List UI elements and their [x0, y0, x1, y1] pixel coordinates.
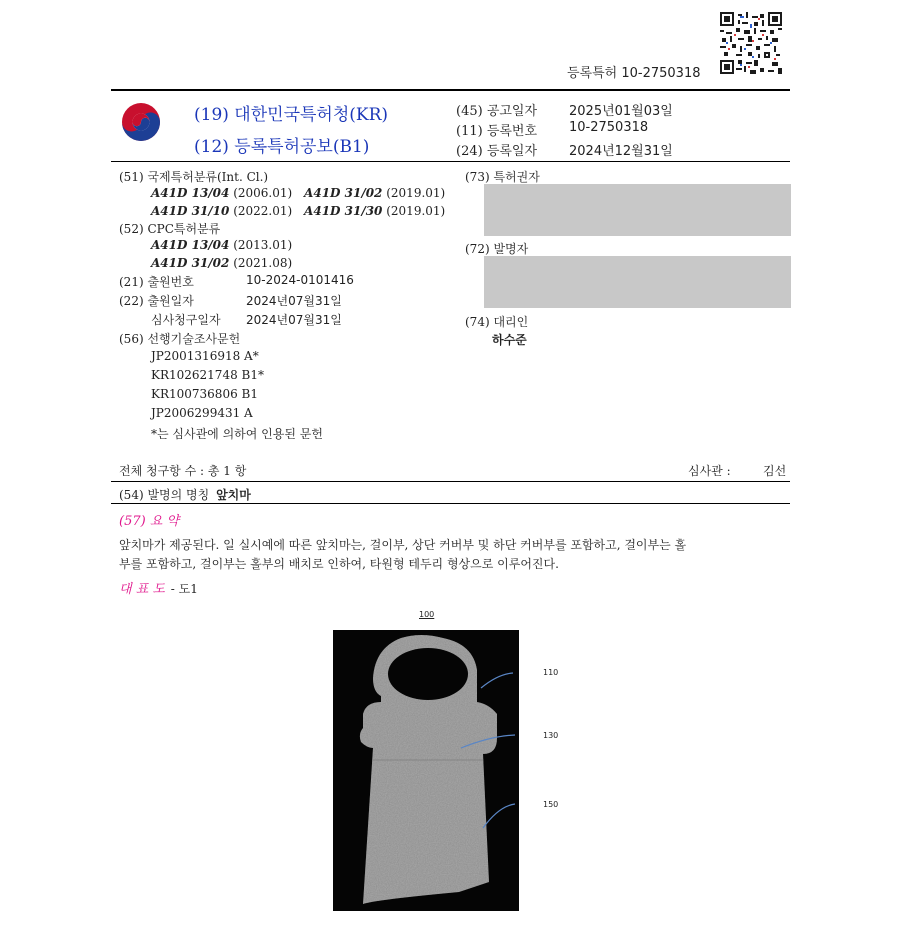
reg-date-label: (24) 등록일자 [456, 144, 538, 159]
prior-art-item: JP2006299431 A [151, 406, 253, 420]
cpc-row-1 [151, 238, 292, 252]
prior-art-item: JP2001316918 A* [151, 349, 259, 363]
reg-no-label: (11) 등록번호 [456, 124, 538, 139]
total-claims: 전체 청구항 수 : 총 1 항 [119, 464, 247, 478]
office-title: (19) 대한민국특허청(KR) [194, 105, 389, 125]
pub-date-value: 2025년01월03일 [569, 104, 673, 119]
representative-figure-line [119, 578, 198, 597]
prior-art-title: (56) 선행기술조사문헌 [119, 332, 241, 346]
owner-redacted-block [484, 184, 791, 236]
representative-figure-value: - 도1 [170, 582, 198, 596]
abstract-heading: (57) 요 약 [119, 514, 180, 529]
owner-label: (73) 특허권자 [465, 170, 540, 184]
ipc-code: A41D 31/30 [304, 204, 383, 218]
ipc-date: (2006.01) [233, 186, 293, 200]
inventor-label: (72) 발명자 [465, 242, 529, 256]
app-no-value: 10-2024-0101416 [246, 273, 354, 287]
top-rule [111, 89, 790, 91]
cpc-title: (52) CPC특허분류 [119, 222, 221, 236]
figure-label-110: 110 [543, 668, 559, 677]
cpc-code: A41D 13/04 [151, 238, 230, 252]
examiner-label: 심사관 : [688, 464, 731, 478]
header-rule [111, 161, 790, 162]
representative-figure-label: 대 표 도 [119, 582, 165, 597]
exam-date-value: 2024년07월31일 [246, 313, 342, 327]
ipc-code: A41D 13/04 [151, 186, 230, 200]
abstract-text-line: 앞치마가 제공된다. 일 실시예에 따른 앞치마는, 걸이부, 상단 커버부 및 하단 커버부를 포함하고, 걸이부는 홀 [119, 538, 687, 552]
agent-name: 하수준 [492, 333, 527, 347]
figure-label-130: 130 [543, 731, 559, 740]
abstract-text-line: 부를 포함하고, 걸이부는 홀부의 배치로 인하여, 타원형 테두리 형상으로 이루어진다. [119, 557, 559, 571]
apron-figure [333, 630, 519, 911]
ipc-date: (2022.01) [233, 204, 293, 218]
invention-title-line [119, 486, 251, 503]
ipc-title: (51) 국제특허분류(Int. Cl.) [119, 170, 269, 184]
app-no-label: (21) 출원번호 [119, 275, 194, 289]
ipc-row-1 [151, 186, 445, 200]
reg-no-value: 10-2750318 [569, 120, 649, 135]
prior-art-item: KR102621748 B1* [151, 368, 264, 382]
pub-date-label: (45) 공고일자 [456, 104, 538, 119]
qr-code-icon [720, 12, 782, 74]
claims-rule [111, 481, 790, 482]
cpc-row-2 [151, 256, 292, 270]
kipo-emblem-icon [121, 102, 161, 142]
ipc-date: (2019.01) [386, 186, 446, 200]
inventor-redacted-block [484, 256, 791, 308]
cpc-date: (2013.01) [233, 238, 293, 252]
reg-date-value: 2024년12월31일 [569, 144, 673, 159]
prior-art-item: KR100736806 B1 [151, 387, 258, 401]
publication-type: (12) 등록특허공보(B1) [194, 137, 370, 157]
examiner-name: 김선 [763, 464, 787, 478]
agent-label: (74) 대리인 [465, 315, 529, 329]
figure-ref-main: 100 [419, 610, 435, 619]
ipc-row-2 [151, 204, 445, 218]
invention-title-value: 앞치마 [216, 488, 251, 502]
cpc-code: A41D 31/02 [151, 256, 230, 270]
ipc-code: A41D 31/10 [151, 204, 230, 218]
cpc-date: (2021.08) [233, 256, 293, 270]
registration-number-label: 등록특허 10-2750318 [567, 66, 701, 81]
app-date-value: 2024년07월31일 [246, 294, 342, 308]
app-date-label: (22) 출원일자 [119, 294, 194, 308]
figure-label-150: 150 [543, 800, 559, 809]
invention-title-label: (54) 발명의 명칭 [119, 488, 210, 502]
ipc-code: A41D 31/02 [304, 186, 383, 200]
title-rule [111, 503, 790, 504]
ipc-date: (2019.01) [386, 204, 446, 218]
prior-art-note: *는 심사관에 의하여 인용된 문헌 [151, 427, 323, 441]
exam-date-label: 심사청구일자 [151, 313, 221, 327]
